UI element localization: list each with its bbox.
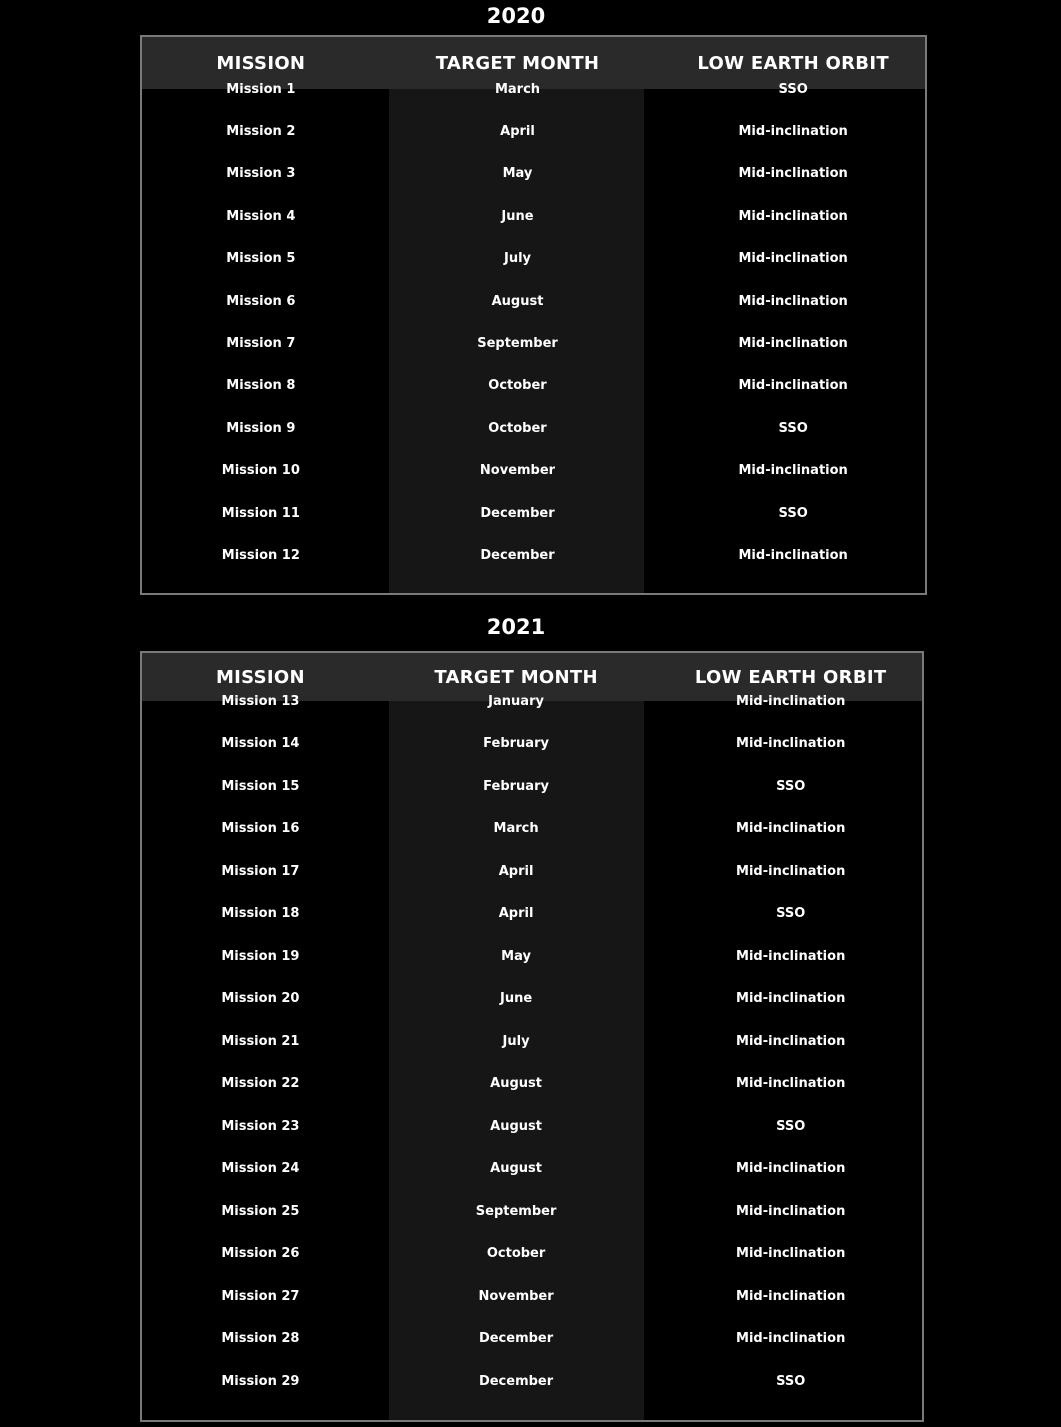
target-month-cell: December [478,1331,554,1346]
mission-cell: Mission 29 [221,1373,300,1389]
table-row [142,535,925,575]
mission-cell: Mission 28 [221,1331,300,1346]
orbit-cell: Mid-inclination [738,335,848,351]
target-month-cell: August [490,1161,542,1176]
orbit-cell: SSO [776,1118,806,1134]
table-row [142,323,925,363]
target-month-cell: July [502,1033,530,1049]
table-row [142,1276,922,1316]
target-month-cell: June [499,991,533,1006]
orbit-cell: Mid-inclination [736,1288,846,1304]
mission-cell: Mission 22 [221,1076,300,1091]
mission-cell: Mission 19 [221,948,300,964]
target-month-cell: May [501,948,531,964]
orbit-cell: Mid-inclination [736,1161,846,1176]
mission-cell: Mission 8 [226,378,296,394]
mission-cell: Mission 7 [226,335,296,351]
target-month-cell: February [483,778,549,794]
orbit-cell: Mid-inclination [736,863,846,879]
mission-cell: Mission 24 [221,1161,300,1176]
year-heading: 2021 [486,615,546,639]
target-month-cell: August [491,293,544,309]
mission-cell: Mission 2 [226,123,296,139]
orbit-cell: Mid-inclination [738,208,848,224]
target-month-cell: April [500,123,535,139]
target-month-cell: April [498,906,534,921]
mission-cell: Mission 27 [221,1288,300,1304]
target-month-cell: August [490,1076,542,1091]
target-month-cell: June [501,208,534,224]
orbit-cell: SSO [776,906,806,921]
table-row [142,936,922,976]
mission-cell: Mission 5 [226,251,296,267]
table-row [142,111,925,151]
target-month-cell: December [478,1373,554,1389]
table-row [142,1149,922,1189]
mission-cell: Mission 6 [226,293,296,309]
schedule-table [140,35,927,595]
table-row [142,1021,922,1061]
table-row [142,196,925,236]
table-row [142,1319,922,1359]
mission-cell: Mission 13 [221,693,300,709]
table-row [142,851,922,891]
target-month-cell: March [493,821,539,836]
table-row [142,1361,922,1401]
orbit-cell: SSO [776,1373,806,1389]
orbit-cell: Mid-inclination [738,378,848,394]
table-row [142,1064,922,1104]
orbit-cell: Mid-inclination [736,991,846,1006]
mission-cell: Mission 18 [221,906,300,921]
table-row [142,366,925,406]
table-row [142,724,922,764]
target-month-cell: October [488,420,547,436]
orbit-cell: Mid-inclination [736,1076,846,1091]
table-row [142,239,925,279]
target-month-cell: February [483,736,549,751]
orbit-cell: Mid-inclination [736,693,846,709]
orbit-cell: Mid-inclination [736,1033,846,1049]
mission-cell: Mission 17 [221,863,300,879]
table-row [142,154,925,194]
target-month-cell: November [479,463,556,479]
orbit-cell: SSO [778,505,808,521]
orbit-cell: Mid-inclination [736,821,846,836]
table-row [142,979,922,1019]
mission-cell: Mission 15 [221,778,300,794]
mission-cell: Mission 4 [226,208,296,224]
mission-cell: Mission 23 [221,1118,300,1134]
table-row [142,69,925,109]
header-target-month: TARGET MONTH [434,666,598,688]
header-low-earth-orbit: LOW EARTH ORBIT [697,52,889,74]
target-month-cell: December [480,505,555,521]
mission-cell: Mission 3 [226,166,296,182]
mission-cell: Mission 10 [221,463,300,479]
header-low-earth-orbit: LOW EARTH ORBIT [694,666,887,688]
orbit-cell: Mid-inclination [736,948,846,964]
target-month-cell: September [477,335,558,351]
mission-cell: Mission 25 [221,1203,300,1219]
mission-cell: Mission 16 [221,821,300,836]
year-heading: 2020 [486,4,546,28]
table-row [142,766,922,806]
orbit-cell: SSO [778,81,808,97]
orbit-cell: Mid-inclination [738,547,848,563]
target-month-cell: May [502,166,533,182]
orbit-cell: Mid-inclination [736,736,846,751]
target-month-cell: July [503,251,532,267]
orbit-cell: Mid-inclination [738,293,848,309]
mission-cell: Mission 9 [226,420,296,436]
mission-cell: Mission 12 [221,547,300,563]
target-month-cell: January [488,693,544,709]
header-mission: MISSION [216,52,306,74]
mission-cell: Mission 20 [221,991,300,1006]
target-month-cell: September [475,1203,557,1219]
table-row [142,1106,922,1146]
table-row [142,894,922,934]
orbit-cell: Mid-inclination [738,463,848,479]
orbit-cell: Mid-inclination [738,123,848,139]
header-target-month: TARGET MONTH [435,52,600,74]
target-month-cell: October [486,1246,546,1261]
table-row [142,681,922,721]
header-mission: MISSION [215,666,305,688]
mission-cell: Mission 1 [226,81,296,97]
target-month-cell: November [478,1288,554,1304]
orbit-cell: Mid-inclination [738,251,848,267]
orbit-cell: SSO [778,420,808,436]
table-row [142,1234,922,1274]
orbit-cell: Mid-inclination [736,1203,846,1219]
mission-cell: Mission 21 [221,1033,300,1049]
target-month-cell: October [488,378,547,394]
orbit-cell: Mid-inclination [736,1246,846,1261]
table-row [142,451,925,491]
table-row [142,809,922,849]
orbit-cell: Mid-inclination [738,166,848,182]
target-month-cell: August [490,1118,542,1134]
schedule-table [140,651,924,1422]
target-month-cell: March [494,81,541,97]
target-month-cell: December [480,547,555,563]
table-row [142,408,925,448]
orbit-cell: SSO [776,778,806,794]
orbit-cell: Mid-inclination [736,1331,846,1346]
mission-cell: Mission 14 [221,736,300,751]
table-row [142,1191,922,1231]
target-month-cell: April [498,863,534,879]
table-row [142,281,925,321]
mission-cell: Mission 11 [221,505,300,521]
mission-cell: Mission 26 [221,1246,300,1261]
table-row [142,493,925,533]
